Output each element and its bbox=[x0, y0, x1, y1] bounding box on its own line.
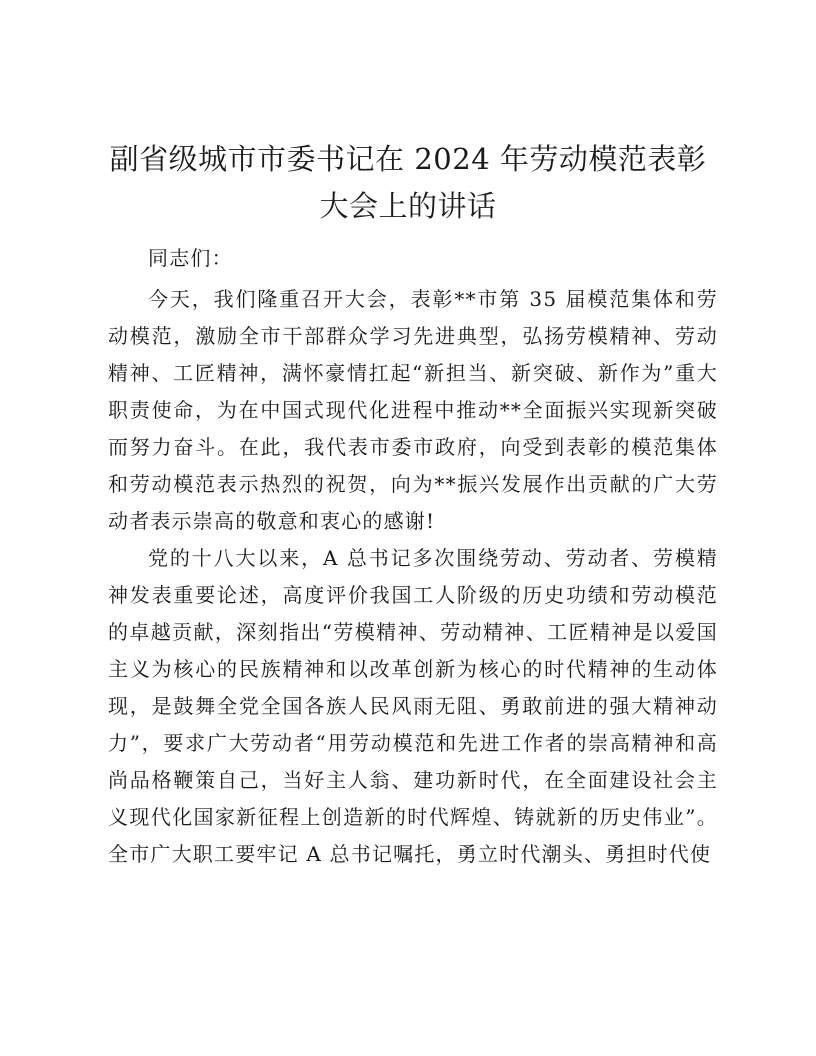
paragraph-1: 今天，我们隆重召开大会，表彰**市第 35 届模范集体和劳动模范，激励全市干部群众学习先进典型，弘扬劳模精神、劳动精神、工匠精神，满怀豪情扛起“新担当、新突破、新作为”重大职责使命，为在中国式现代化进程中推动**全面振兴实现新突破而努力奋斗。在此，我代表市委市政府，向受到表彰的模范集体和劳动模范表示热烈的祝贺，向为**振兴发展作出贡献的广大劳动者表示崇高的敬意和衷心的感谢! bbox=[108, 287, 718, 533]
document-title-line-1: 副省级城市市委书记在 2024 年劳动模范表彰 bbox=[109, 142, 707, 176]
document-title-line-2: 大会上的讲话 bbox=[319, 189, 497, 223]
document-body bbox=[108, 240, 718, 873]
salutation: 同志们： bbox=[148, 246, 233, 270]
paragraph-2: 党的十八大以来，A 总书记多次围绕劳动、劳动者、劳模精神发表重要论述，高度评价我国工人阶级的历史功绩和劳动模范的卓越贡献，深刻指出“劳模精神、劳动精神、工匠精神是以爱国主义为核心的民族精神和以改革创新为核心的时代精神的生动体现，是鼓舞全党全国各族人民风雨无阻、勇敢前进的强大精神动力”，要求广大劳动者“用劳动模范和先进工作者的崇高精神和高尚品格鞭策自己，当好主人翁、建功新时代，在全面建设社会主义现代化国家新征程上创造新的时代辉煌、铸就新的历史伟业”。全市广大职工要牢记 A 总书记嘱托，勇立时代潮头、勇担时代使 bbox=[108, 546, 718, 866]
